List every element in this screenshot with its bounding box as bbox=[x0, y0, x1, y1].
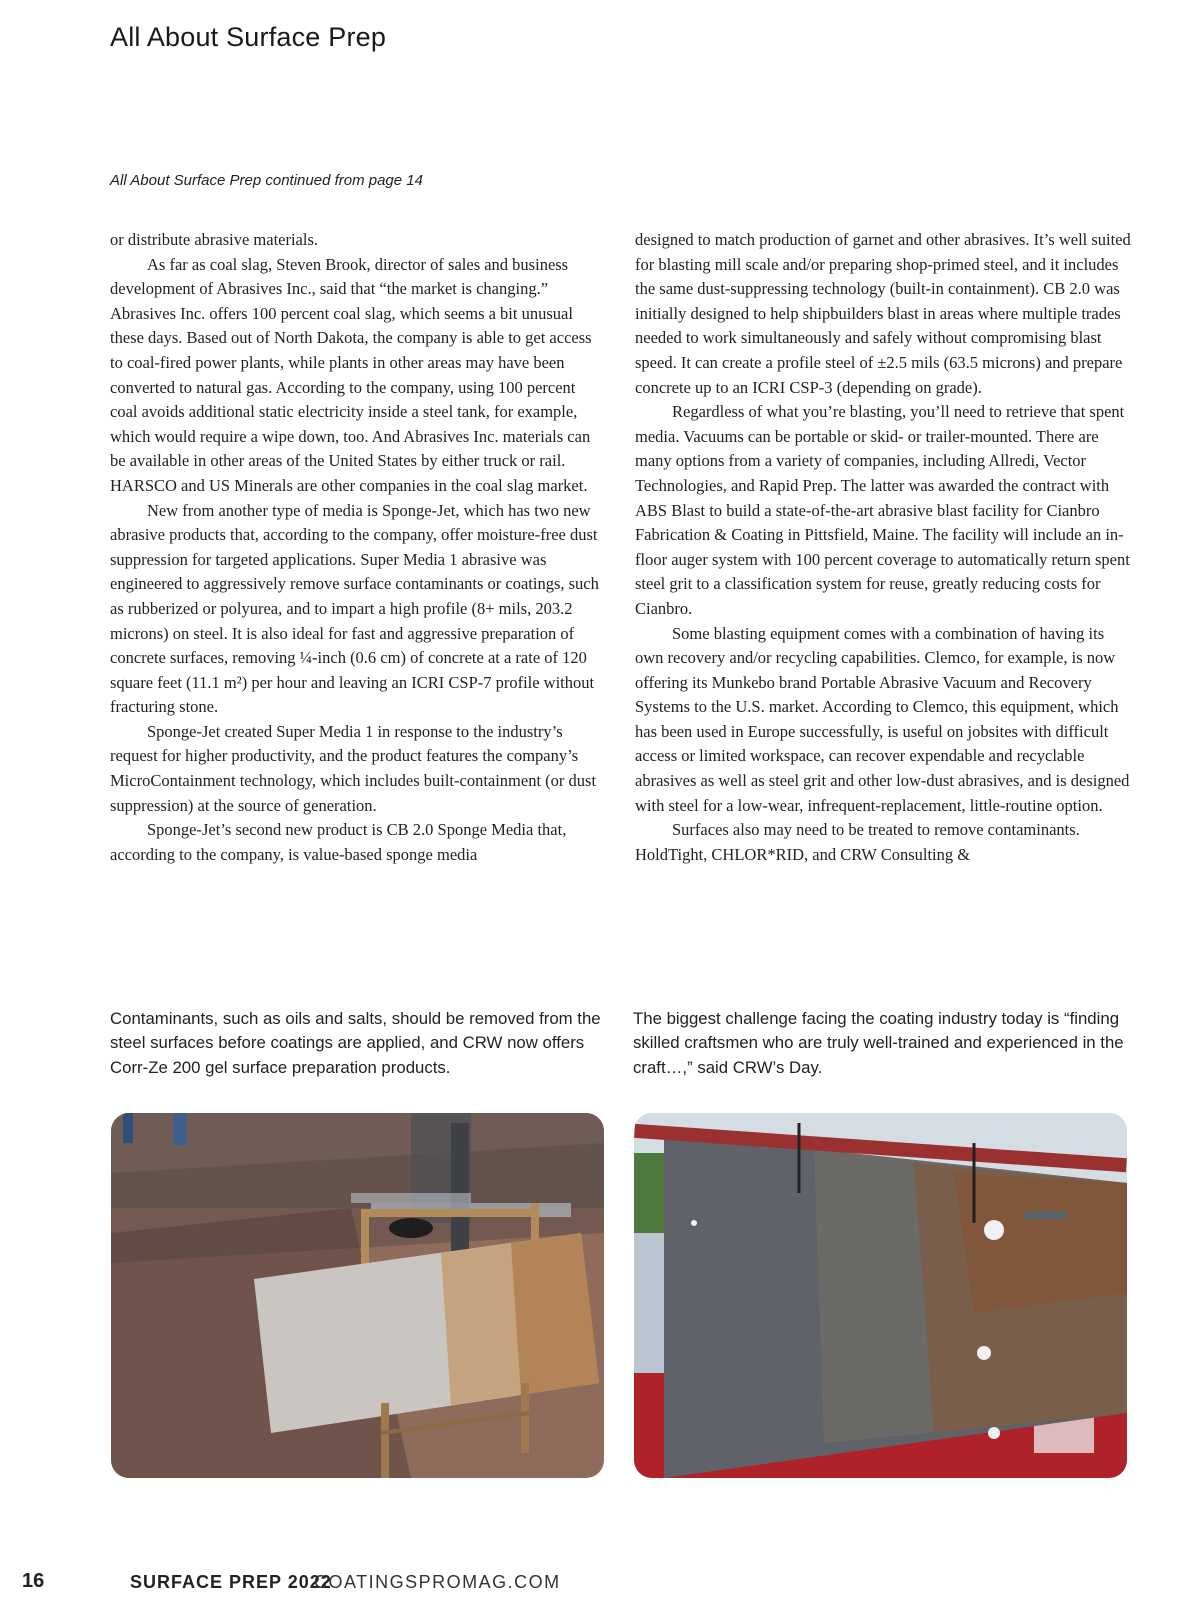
photo-image bbox=[111, 1113, 604, 1478]
paragraph: designed to match production of garnet and other abrasives. It’s well suited for blasting mill scale and/or preparing shop-primed steel, and it includes the same dust-suppressing technology (built-in containment). CB 2.0 was initially designed to help shipbuilders blast in areas where multiple trades needed to work simultaneously and safely without compromising blast speed. It can create a profile steel of ±2.5 mils (63.5 microns) and prepare concrete up to an ICRI CSP-3 (depending on grade). bbox=[635, 230, 1131, 397]
continued-note: All About Surface Prep continued from page 14 bbox=[110, 172, 423, 189]
photo-steel-panel-sawhorse bbox=[111, 1113, 604, 1478]
publication-name: SURFACE PREP 2022 bbox=[130, 1572, 332, 1592]
paragraph: New from another type of media is Sponge-Jet, which has two new abrasive products that, according to the company, offer moisture-free dust suppression for targeted applications. Super Media 1 abrasive was engineered to aggressively remove surface contaminants or coatings, such as rubberized or polyurea, and to impart a high profile (8+ mils, 203.2 microns) on steel. It is also ideal for fast and aggressive preparation of concrete surfaces, removing ¼-inch (0.6 cm) of concrete at a rate of 120 square feet (11.1 m²) per hour and leaving an ICRI CSP-7 profile without fracturing stone. bbox=[110, 500, 599, 717]
paragraph: As far as coal slag, Steven Brook, director of sales and business development of Abrasives Inc., said that “the market is changing.” Abrasives Inc. offers 100 percent coal slag, which seems a bit unusual these days. Based out of North Dakota, the company is able to get access to coal-fired power plants, while plants in other areas may have been converted to natural gas. According to the company, using 100 percent coal avoids additional static electricity inside a steel tank, for example, which would require a wipe down, too. And Abrasives Inc. materials can be available in other areas of the United States by either truck or rail. HARSCO and US Minerals are other companies in the coal slag market. bbox=[110, 254, 592, 495]
photo-caption-right: The biggest challenge facing the coating industry today is “finding skilled craftsmen who are truly well-trained and experienced in the craft…,” said CRW’s Day. bbox=[633, 1009, 1124, 1077]
section-title: All About Surface Prep bbox=[110, 22, 387, 52]
paragraph: Sponge-Jet created Super Media 1 in response to the industry’s request for higher productivity, and the product features the company’s MicroContainment technology, which includes built-containment (or dust suppression) at the source of generation. bbox=[110, 721, 597, 815]
sign-text: ulation bbox=[1024, 1207, 1067, 1222]
paragraph: Surfaces also may need to be treated to remove contaminants. HoldTight, CHLOR*RID, and CRW Consulting & bbox=[635, 820, 1080, 864]
article-column-left bbox=[110, 228, 604, 867]
photo-image bbox=[634, 1113, 1127, 1478]
photo-steel-plate-hanging bbox=[634, 1113, 1127, 1478]
paragraph: or distribute abrasive materials. bbox=[110, 230, 319, 249]
paragraph: Sponge-Jet’s second new product is CB 2.0 Sponge Media that, according to the company, is value-based sponge media bbox=[110, 820, 567, 864]
website-link[interactable]: COATINGSPROMAG.COM bbox=[314, 1572, 561, 1592]
page-number: 16 bbox=[22, 1570, 45, 1592]
article-column-right bbox=[635, 228, 1133, 867]
paragraph: Some blasting equipment comes with a combination of having its own recovery and/or recycling capabilities. Clemco, for example, is now offering its Munkebo brand Portable Abrasive Vacuum and Recovery Systems to the U.S. market. According to Clemco, this equipment, which has been used in Europe successfully, is useful on jobsites with difficult access or limited workspace, can recover expendable and recyclable abrasives as well as steel grit and other low-dust abrasives, and is designed with steel for a low-wear, infrequent-replacement, little-routine option. bbox=[635, 623, 1130, 815]
paragraph: Regardless of what you’re blasting, you’ll need to retrieve that spent media. Vacuums can be portable or skid- or trailer-mounted. There are many options from a variety of companies, including Allredi, Vector Technologies, and Rapid Prep. The latter was awarded the contract with ABS Blast to build a state-of-the-art abrasive blast facility for Cianbro Fabrication & Coating in Pittsfield, Maine. The facility will include an in-floor auger system with 100 percent coverage to automatically return spent steel grit to a classification system for reuse, greatly reducing costs for Cianbro. bbox=[635, 402, 1130, 618]
photo-caption-left: Contaminants, such as oils and salts, should be removed from the steel surfaces before coatings are applied, and CRW now offers Corr-Ze 200 gel surface preparation products. bbox=[110, 1009, 601, 1077]
